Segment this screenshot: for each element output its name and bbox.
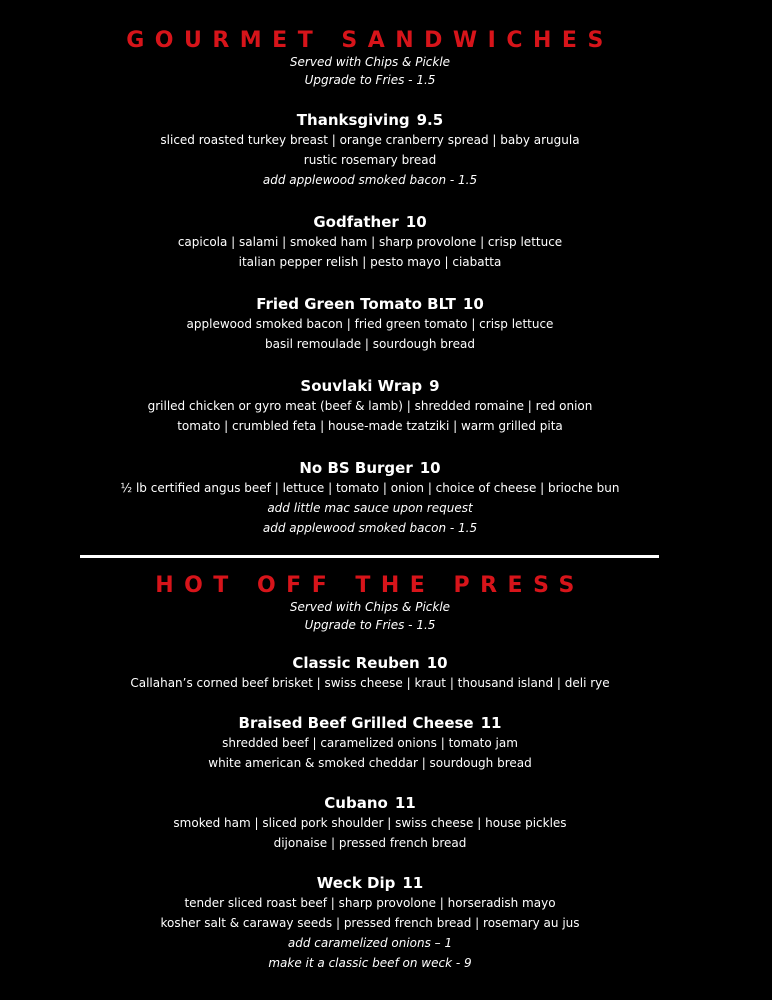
item-description: applewood smoked bacon | fried green tomato | crisp lettuce	[186, 317, 554, 331]
section-subtitle-sides: Served with Chips & Pickle	[289, 600, 451, 614]
item-price: 10	[419, 459, 441, 477]
item-description: grilled chicken or gyro meat (beef & lamb) | shredded romaine | red onion	[147, 399, 593, 413]
item-note: add applewood smoked bacon - 1.5	[262, 173, 478, 187]
item-price: 10	[405, 213, 427, 231]
item-price: 9.5	[416, 111, 444, 129]
item-description: kosher salt & caraway seeds | pressed french bread | rosemary au jus	[160, 916, 580, 930]
item-name: Braised Beef Grilled Cheese	[238, 714, 474, 732]
menu-item-godfather	[0, 212, 740, 272]
item-price: 9	[429, 377, 440, 395]
section-title-gourmet-sandwiches: GOURMET SANDWICHES	[126, 28, 614, 53]
item-title	[0, 873, 740, 893]
menu-item-thanksgiving	[0, 110, 740, 190]
item-price: 10	[426, 654, 448, 672]
item-note: add caramelized onions – 1	[287, 936, 453, 950]
item-title	[0, 653, 740, 673]
item-description: capicola | salami | smoked ham | sharp provolone | crisp lettuce	[177, 235, 563, 249]
menu-item-fried-green-tomato-blt	[0, 294, 740, 354]
item-title	[0, 376, 740, 396]
item-name: Classic Reuben	[292, 654, 420, 672]
section-divider	[80, 555, 659, 558]
section-title-hot-off-the-press: HOT OFF THE PRESS	[155, 573, 585, 598]
item-description: Callahan’s corned beef brisket | swiss cheese | kraut | thousand island | deli rye	[130, 676, 610, 690]
menu-item-no-bs-burger	[0, 458, 740, 538]
item-title	[0, 713, 740, 733]
item-note: make it a classic beef on weck - 9	[268, 956, 472, 970]
item-price: 11	[394, 794, 416, 812]
item-description: smoked ham | sliced pork shoulder | swiss cheese | house pickles	[173, 816, 567, 830]
item-description: tender sliced roast beef | sharp provolone | horseradish mayo	[184, 896, 556, 910]
item-description: rustic rosemary bread	[303, 153, 437, 167]
item-name: Godfather	[313, 213, 399, 231]
item-description: italian pepper relish | pesto mayo | ciabatta	[238, 255, 502, 269]
item-title	[0, 110, 740, 130]
menu-item-braised-beef-grilled-cheese	[0, 713, 740, 773]
item-description: tomato | crumbled feta | house-made tzatziki | warm grilled pita	[177, 419, 563, 433]
item-note: add little mac sauce upon request	[267, 501, 473, 515]
menu-item-classic-reuben	[0, 653, 740, 693]
menu-item-souvlaki-wrap	[0, 376, 740, 436]
item-title	[0, 294, 740, 314]
item-name: Thanksgiving	[296, 111, 410, 129]
item-note: add applewood smoked bacon - 1.5	[262, 521, 478, 535]
item-description: basil remoulade | sourdough bread	[265, 337, 475, 351]
item-name: Cubano	[324, 794, 388, 812]
item-name: No BS Burger	[299, 459, 413, 477]
item-name: Weck Dip	[316, 874, 396, 892]
item-title	[0, 212, 740, 232]
item-price: 11	[480, 714, 502, 732]
item-title	[0, 458, 740, 478]
item-price: 10	[462, 295, 484, 313]
section-subtitle-sides: Served with Chips & Pickle	[289, 55, 451, 69]
item-name: Souvlaki Wrap	[300, 377, 423, 395]
item-description: dijonaise | pressed french bread	[273, 836, 467, 850]
menu-item-weck-dip	[0, 873, 740, 973]
item-description: sliced roasted turkey breast | orange cranberry spread | baby arugula	[160, 133, 580, 147]
item-description: ½ lb certified angus beef | lettuce | tomato | onion | choice of cheese | brioche bun	[120, 481, 620, 495]
section-subtitle-upgrade: Upgrade to Fries - 1.5	[304, 73, 436, 87]
item-price: 11	[402, 874, 424, 892]
section-subtitle-upgrade: Upgrade to Fries - 1.5	[304, 618, 436, 632]
item-description: shredded beef | caramelized onions | tomato jam	[222, 736, 518, 750]
item-description: white american & smoked cheddar | sourdough bread	[208, 756, 532, 770]
menu-item-cubano	[0, 793, 740, 853]
item-title	[0, 793, 740, 813]
item-name: Fried Green Tomato BLT	[256, 295, 456, 313]
